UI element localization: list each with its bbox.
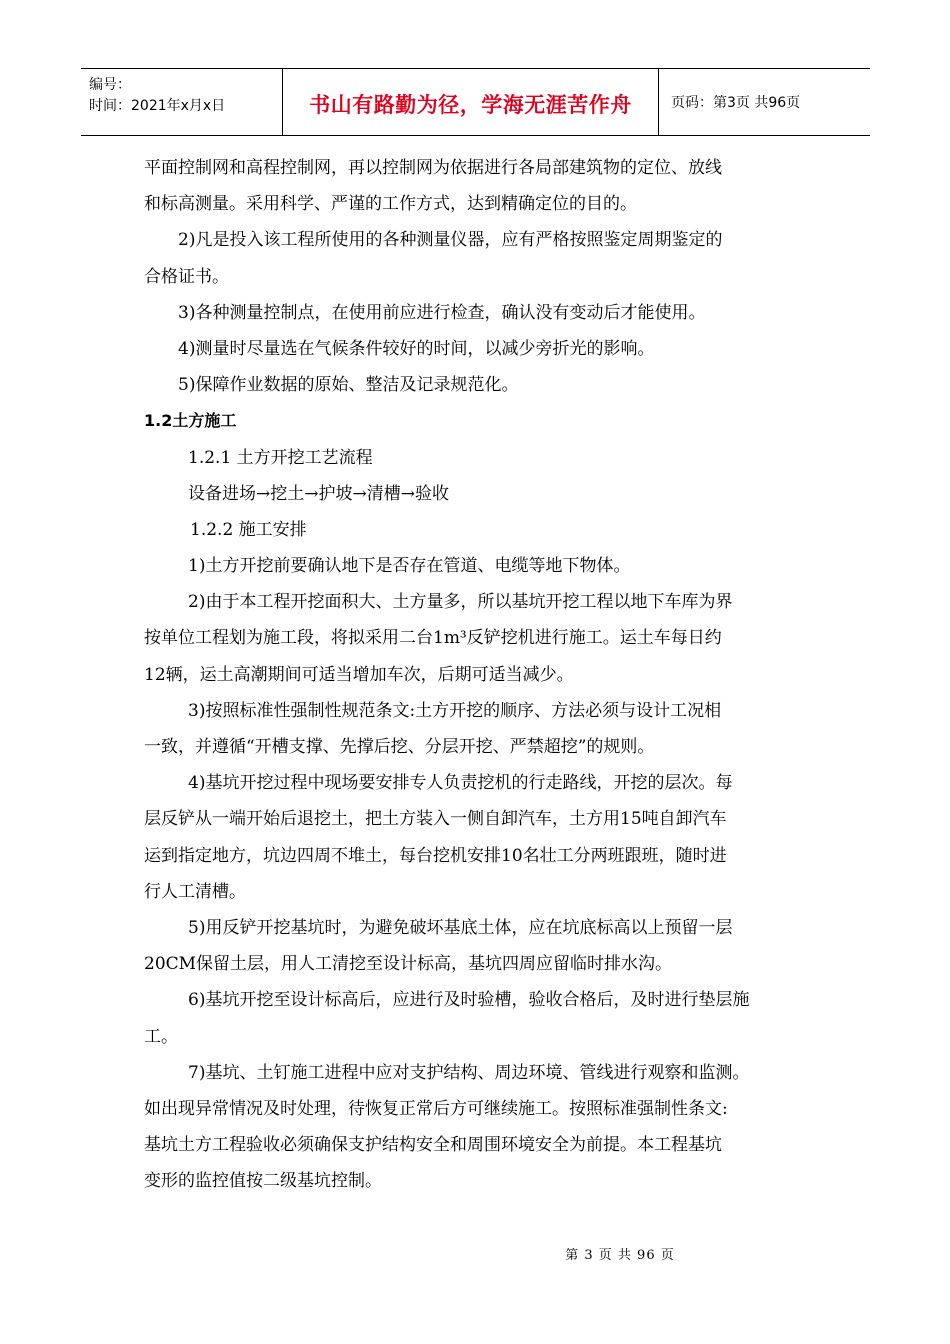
text-line: 4)基坑开挖过程中现场要安排专人负责挖机的行走路线，开挖的层次。每 <box>188 773 733 794</box>
document-body <box>144 150 810 1199</box>
text-line: 基坑土方工程验收必须确保支护结构安全和周围环境安全为前提。本工程基坑 <box>144 1135 722 1156</box>
text-line: 按单位工程划为施工段，将拟采用二台1m³反铲挖机进行施工。运土车每日约 <box>144 628 722 649</box>
header-page-cell <box>659 69 870 135</box>
text-line: 20CM保留土层，用人工清挖至设计标高，基坑四周应留临时排水沟。 <box>144 954 673 975</box>
text-line: 3)按照标准性强制性规范条文:土方开挖的顺序、方法必须与设计工况相 <box>188 700 722 721</box>
text-line: 5)保障作业数据的原始、整洁及记录规范化。 <box>178 375 519 396</box>
text-line: 运到指定地方，坑边四周不堆土，每台挖机安排10名壮工分两班跟班，随时进 <box>144 845 727 866</box>
section-heading: 1.2土方施工 <box>144 411 237 431</box>
text-line: 层反铲从一端开始后退挖土，把土方装入一侧自卸汽车，土方用15吨自卸汽车 <box>144 809 727 830</box>
text-line: 一致，并遵循“开槽支撑、先撑后挖、分层开挖、严禁超挖”的规则。 <box>144 737 655 757</box>
header-meta-cell <box>81 69 283 135</box>
text-line: 1.2.1 土方开挖工艺流程 <box>188 447 373 468</box>
footer-page-number: 第 3 页 共 96 页 <box>565 1248 675 1263</box>
text-line: 4)测量时尽量选在气候条件较好的时间，以减少旁折光的影响。 <box>178 338 655 359</box>
text-line: 如出现异常情况及时处理，待恢复正常后方可继续施工。按照标准强制性条文: <box>144 1098 728 1119</box>
text-line: 合格证书。 <box>144 266 229 287</box>
header-code-label: 编号： <box>89 77 131 93</box>
header-motto: 书山有路勤为径，学海无涯苦作舟 <box>309 93 632 117</box>
text-line: 和标高测量。采用科学、严谨的工作方式，达到精确定位的目的。 <box>144 194 637 215</box>
text-line: 3)各种测量控制点，在使用前应进行检查，确认没有变动后才能使用。 <box>178 302 706 323</box>
text-line: 6)基坑开挖至设计标高后，应进行及时验槽，验收合格后，及时进行垫层施 <box>188 990 750 1011</box>
text-line: 平面控制网和高程控制网，再以控制网为依据进行各局部建筑物的定位、放线 <box>144 158 722 178</box>
text-line: 5)用反铲开挖基坑时，为避免破坏基底土体，应在坑底标高以上预留一层 <box>188 917 733 938</box>
text-line: 12辆，运土高潮期间可适当增加车次，后期可适当减少。 <box>144 664 574 685</box>
page-header <box>81 68 870 136</box>
text-line: 1.2.2 施工安排 <box>190 519 307 540</box>
text-line: 工。 <box>144 1026 178 1047</box>
text-line: 1)土方开挖前要确认地下是否存在管道、电缆等地下物体。 <box>188 556 631 577</box>
text-line: 2)凡是投入该工程所使用的各种测量仪器，应有严格按照鉴定周期鉴定的 <box>178 230 723 251</box>
text-line: 变形的监控值按二级基坑控制。 <box>144 1171 382 1192</box>
header-page-info: 页码：第3页 共96页 <box>671 95 801 111</box>
text-line: 设备进场→挖土→护坡→清槽→验收 <box>188 483 449 504</box>
text-line: 行人工清槽。 <box>144 881 246 902</box>
text-line: 2)由于本工程开挖面积大、土方量多，所以基坑开挖工程以地下车库为界 <box>188 592 733 613</box>
header-motto-cell <box>283 69 659 135</box>
header-date-label: 时间：2021年x月x日 <box>89 98 226 114</box>
text-line: 7)基坑、土钉施工进程中应对支护结构、周边环境、管线进行观察和监测。 <box>188 1062 750 1083</box>
page-footer <box>0 1244 950 1263</box>
